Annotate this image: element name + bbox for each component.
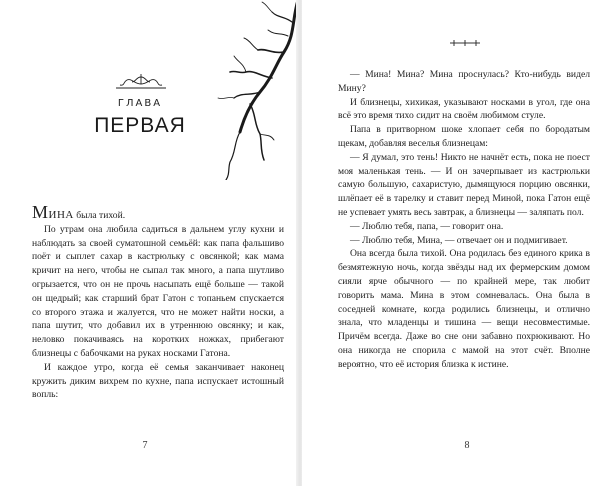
drop-cap: М	[32, 202, 49, 222]
paragraph: — Я думал, это тень! Никто не начнёт есть, пока не поест моя маленькая тень. — И он зачерпывает из кастрюльки самую большую, сахаристую, дымящуюся порцию овсянки, шлёпает её в тарелку и ставит перед Миной, пока Гатон ещё не успевает умять весь завтрак, а близнецы — заляпать пол.	[338, 151, 590, 218]
paragraph: Она всегда была тихой. Она родилась без единого крика в безмятежную ночь, когда звёзды над их фермерским домом сияли ярче обычного — по крайней мере, так любит говорить мама. Мина в этом сомневалась. Она была в соседней комнате, когда родились близнецы, и отлично знала, что младенцы и тишина — вещи несовместимые. Причём всегда. Даже во сне они забавно похрюкивают. Но она никогда не спорила с мамой на этот счёт. Вполне вероятно, что её история близка к истине.	[338, 248, 590, 370]
paragraph: По утрам она любила садиться в дальнем углу кухни и наблюдать за своей суматошной семьёй: как папа фальшиво поёт и сыплет сахар в кастрюльку с овсянкой; как мама кричит на него, чтобы не сыпал так много, а папа шутливо огрызается, что он не прочь насыпать ещё больше — такой он щедрый; как старший брат Гатон с топаньем спускается со второго этажа и жалуется, что не может найти носки, а папа шутит, что добавил их в утреннюю овсянку; и как, неловко покачиваясь на коротких ножках, прибегают близнецы с бабочками на руках носками Гатона.	[32, 223, 284, 359]
tree-branch-illustration	[180, 0, 300, 180]
chapter-ornament-icon	[114, 72, 168, 90]
paragraph: — Люблю тебя, папа, — говорит она.	[350, 220, 504, 232]
right-page	[302, 0, 600, 486]
paragraph: — Мина! Мина? Мина проснулась? Кто-нибудь видел Мину?	[338, 69, 590, 94]
paragraph: Папа в притворном шоке хлопает себя по бородатым щекам, добавляя веселья близнецам:	[338, 124, 590, 149]
chapter-title: ПЕРВАЯ	[94, 114, 186, 137]
paragraph: И близнецы, хихикая, указывают носками в угол, где она всё это время тихо сидит на своём любимом стуле.	[338, 96, 590, 122]
paragraph: — Люблю тебя, Мина, — отвечает он и подмигивает.	[350, 234, 568, 246]
paragraph: И каждое утро, когда её семья заканчивает наконец кружить диким вихрем по кухне, папа испускает истошный вопль:	[32, 361, 284, 401]
chapter-label: ГЛАВА	[117, 98, 163, 109]
right-page-text	[338, 68, 590, 372]
opening-text: была тихой.	[73, 210, 126, 221]
page-number: 8	[464, 440, 470, 451]
left-page-text	[32, 202, 284, 402]
left-page	[0, 0, 298, 486]
opening-paragraph	[32, 202, 284, 223]
page-number: 7	[142, 440, 148, 451]
small-caps-name: ИНА	[48, 209, 74, 221]
header-ornament-icon	[448, 38, 482, 48]
